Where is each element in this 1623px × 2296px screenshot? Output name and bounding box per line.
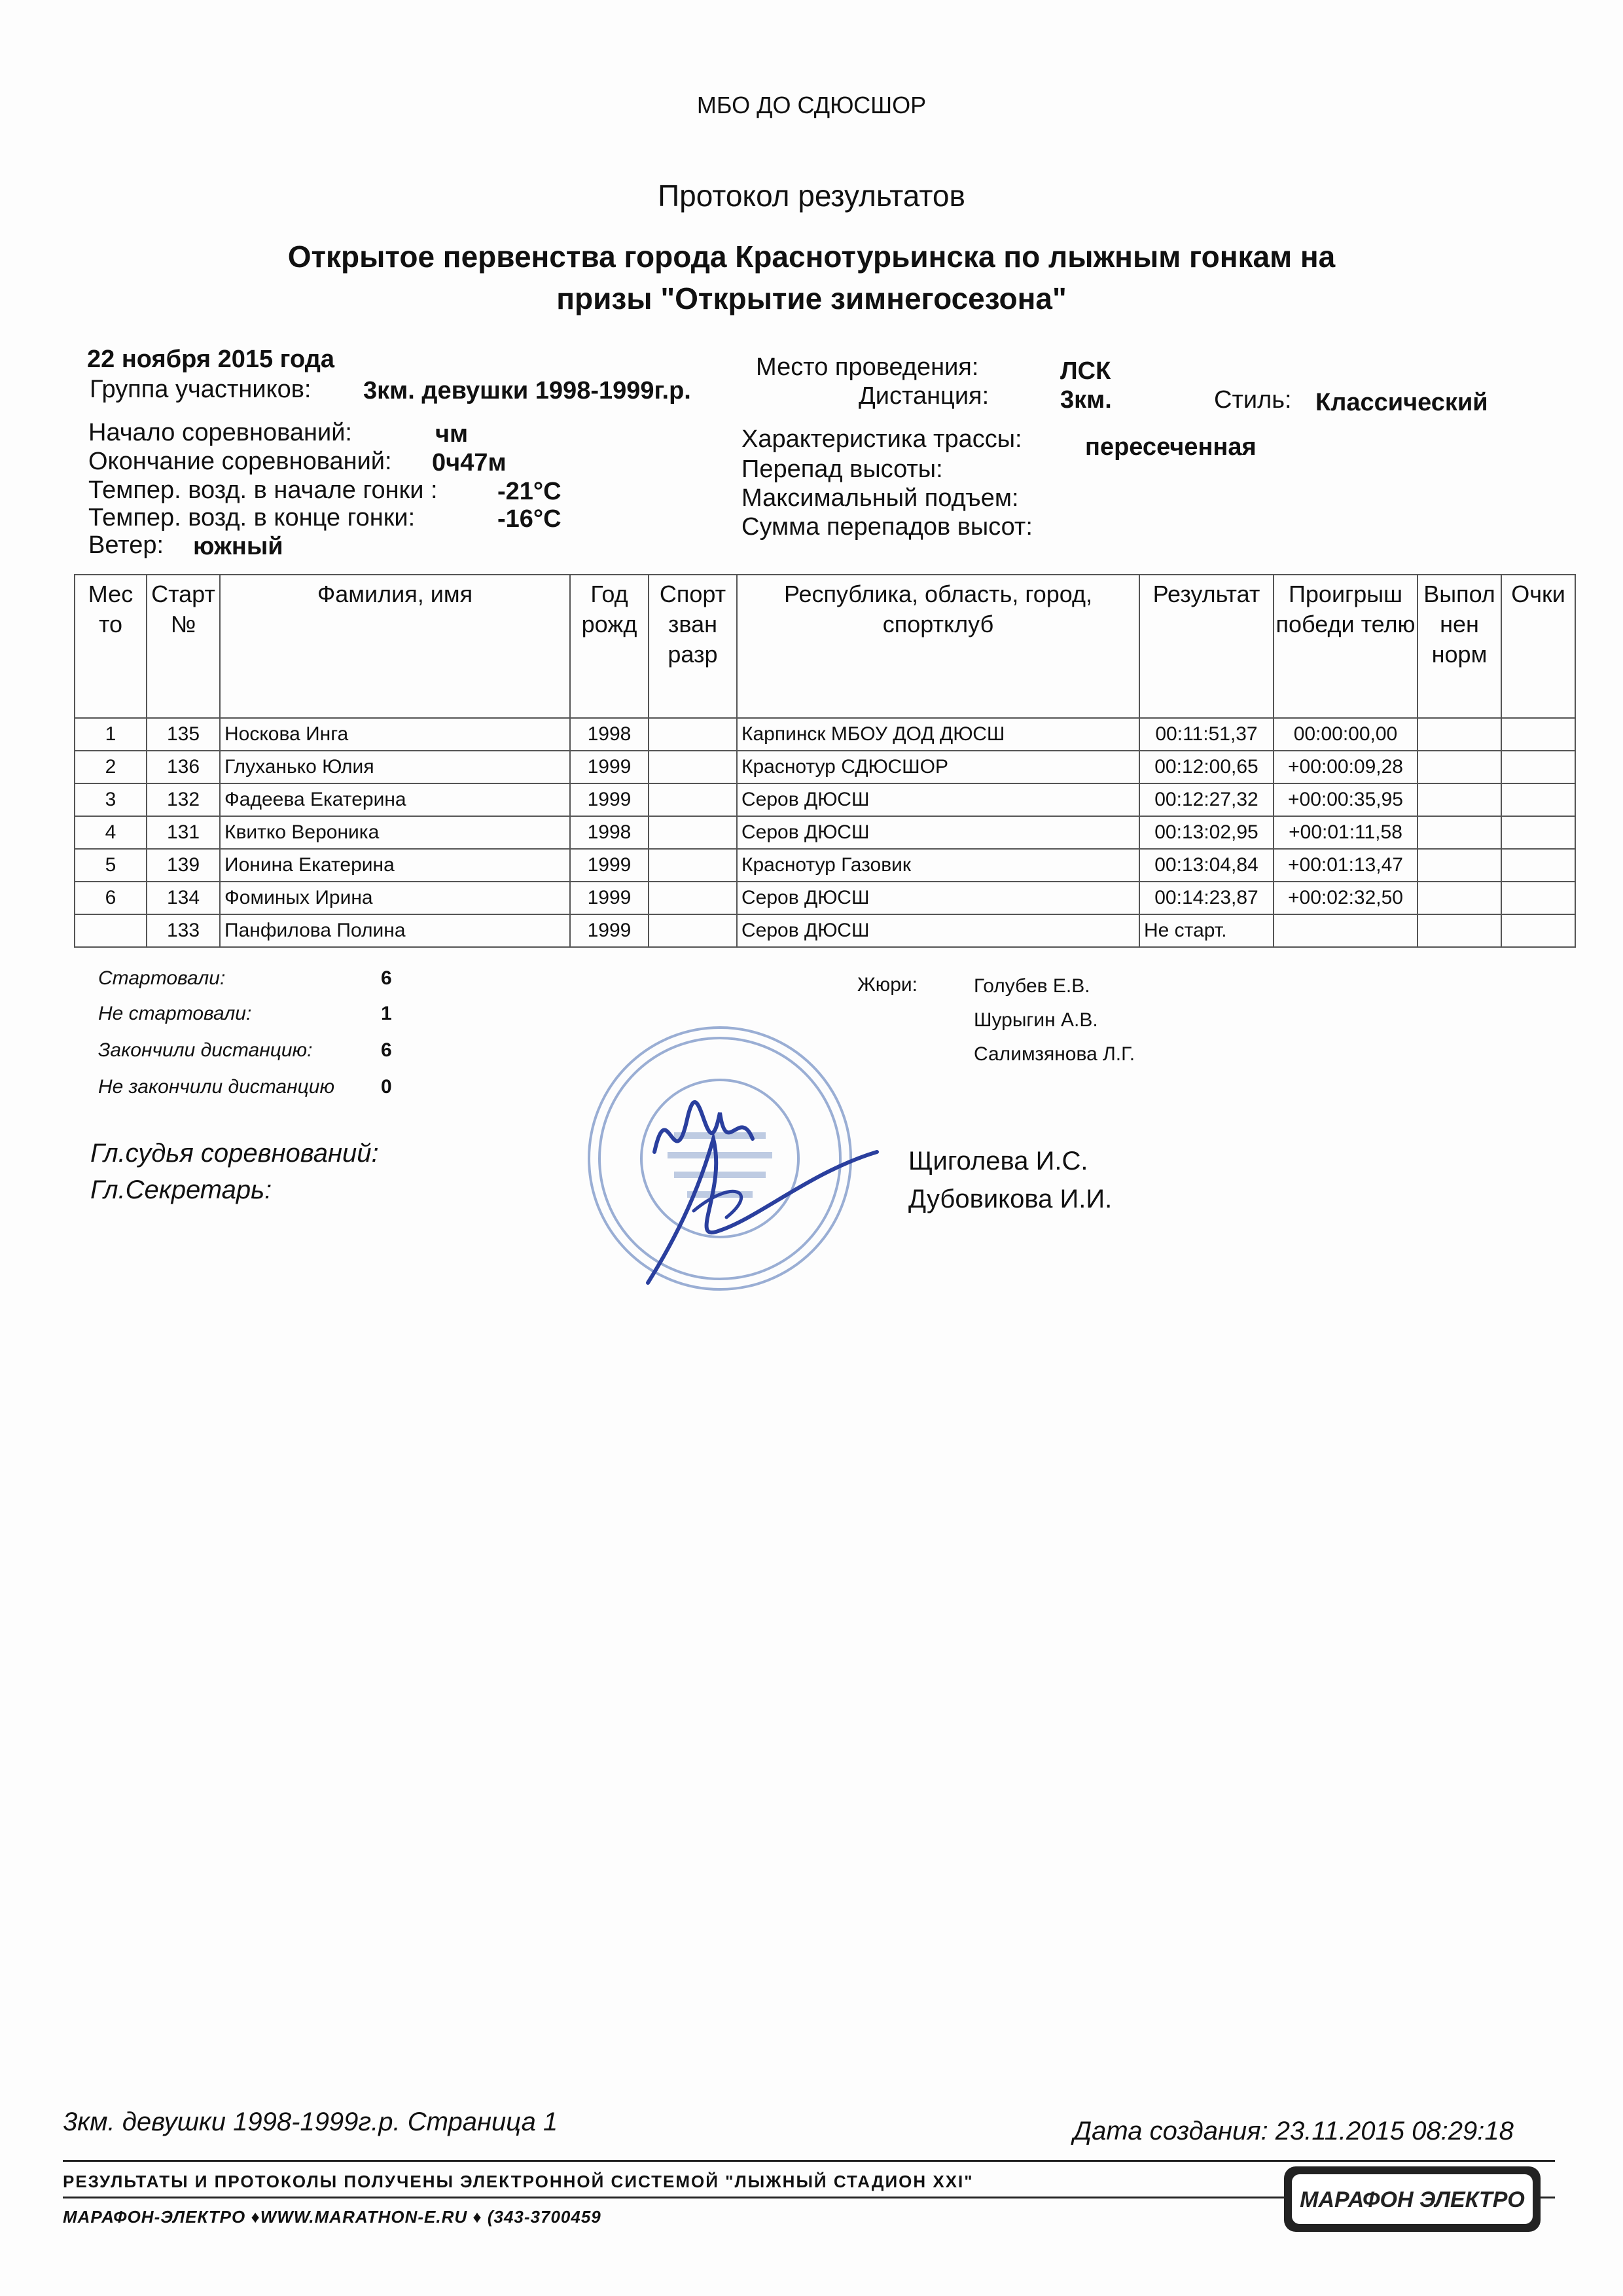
cell-year: 1999 — [570, 783, 649, 816]
event-title — [0, 236, 1623, 319]
cell-name: Глуханько Юлия — [220, 751, 570, 783]
cell-behind: +00:01:13,47 — [1274, 849, 1418, 882]
max-climb-label: Максимальный подъем: — [741, 484, 1019, 512]
cell-norm — [1418, 718, 1501, 751]
distance-label: Дистанция: — [859, 382, 990, 410]
organization-name: МБО ДО СДЮСШОР — [696, 92, 927, 118]
venue-label: Место проведения: — [756, 353, 979, 381]
cell-bib: 135 — [147, 718, 220, 751]
cell-year: 1998 — [570, 816, 649, 849]
secretary-name: Дубовикова И.И. — [908, 1185, 1113, 1213]
cell-club: Карпинск МБОУ ДОД ДЮСШ — [737, 718, 1139, 751]
cell-club: Краснотур Газовик — [737, 849, 1139, 882]
height-diff-label: Перепад высоты: — [741, 456, 943, 483]
cell-name: Фоминых Ирина — [220, 882, 570, 914]
event-title-line2: призы "Открытие зимнегосезона" — [556, 281, 1067, 315]
table-row — [75, 849, 1575, 882]
col-header-norm: Выпол нен норм — [1418, 575, 1501, 718]
stat-started-value: 6 — [381, 967, 392, 989]
cell-behind: +00:01:11,58 — [1274, 816, 1418, 849]
system-line: РЕЗУЛЬТАТЫ И ПРОТОКОЛЫ ПОЛУЧЕНЫ ЭЛЕКТРОННОЙ СИСТЕМОЙ "ЛЫЖНЫЙ СТАДИОН XXI" — [63, 2172, 974, 2191]
table-row — [75, 751, 1575, 783]
cell-behind: +00:00:35,95 — [1274, 783, 1418, 816]
cell-place — [75, 914, 147, 947]
cell-norm — [1418, 751, 1501, 783]
signature-mark — [628, 1080, 903, 1289]
temp-end-value: -16°C — [497, 505, 562, 533]
cell-rank — [649, 783, 737, 816]
temp-start-label: Темпер. возд. в начале гонки : — [88, 476, 438, 504]
cell-result: 00:13:02,95 — [1139, 816, 1274, 849]
track-label: Характеристика трассы: — [741, 425, 1022, 453]
cell-points — [1501, 718, 1575, 751]
cell-year: 1999 — [570, 914, 649, 947]
cell-points — [1501, 882, 1575, 914]
cell-norm — [1418, 849, 1501, 882]
col-header-rank: Спорт зван разр — [649, 575, 737, 718]
table-row — [75, 914, 1575, 947]
cell-name: Панфилова Полина — [220, 914, 570, 947]
page-info: 3км. девушки 1998-1999г.р. Страница 1 — [63, 2108, 558, 2136]
cell-points — [1501, 751, 1575, 783]
col-header-name: Фамилия, имя — [220, 575, 570, 718]
cell-result: 00:12:00,65 — [1139, 751, 1274, 783]
cell-bib: 133 — [147, 914, 220, 947]
cell-club: Краснотур СДЮСШОР — [737, 751, 1139, 783]
stat-not-started-label: Не стартовали: — [98, 1003, 252, 1024]
cell-year: 1999 — [570, 751, 649, 783]
cell-rank — [649, 816, 737, 849]
results-table — [74, 574, 1576, 948]
cell-norm — [1418, 816, 1501, 849]
cell-bib: 139 — [147, 849, 220, 882]
cell-bib: 131 — [147, 816, 220, 849]
protocol-title: Протокол результатов — [658, 179, 965, 213]
end-label: Окончание соревнований: — [88, 448, 392, 475]
table-row — [75, 882, 1575, 914]
col-header-bib: Старт № — [147, 575, 220, 718]
secretary-label: Гл.Секретарь: — [90, 1175, 272, 1204]
cell-year: 1999 — [570, 882, 649, 914]
cell-name: Носкова Инга — [220, 718, 570, 751]
col-header-place: Мес то — [75, 575, 147, 718]
cell-name: Фадеева Екатерина — [220, 783, 570, 816]
cell-name: Квитко Вероника — [220, 816, 570, 849]
distance-value: 3км. — [1060, 386, 1112, 414]
contact-line: МАРАФОН-ЭЛЕКТРО ♦WWW.MARATHON-E.RU ♦ (343-3700459 — [63, 2207, 601, 2227]
creation-date: Дата создания: 23.11.2015 08:29:18 — [1073, 2117, 1514, 2145]
style-label: Стиль: — [1214, 386, 1292, 414]
table-row — [75, 718, 1575, 751]
cell-result: 00:11:51,37 — [1139, 718, 1274, 751]
stat-started-label: Стартовали: — [98, 967, 226, 989]
end-value: 0ч47м — [432, 449, 507, 476]
cell-rank — [649, 882, 737, 914]
group-value: 3км. девушки 1998-1999г.р. — [363, 377, 691, 404]
chief-judge-label: Гл.судья соревнований: — [90, 1139, 379, 1168]
cell-rank — [649, 914, 737, 947]
cell-norm — [1418, 914, 1501, 947]
stat-finished-label: Закончили дистанцию: — [98, 1039, 313, 1061]
chief-judge-name: Щиголева И.С. — [908, 1147, 1088, 1175]
col-header-behind: Проигрыш победи телю — [1274, 575, 1418, 718]
cell-points — [1501, 914, 1575, 947]
wind-value: южный — [193, 533, 283, 560]
cell-points — [1501, 783, 1575, 816]
jury-label: Жюри: — [857, 974, 918, 996]
total-climb-label: Сумма перепадов высот: — [741, 513, 1033, 541]
event-title-line1: Открытое первенства города Краснотурьинска по лыжным гонкам на — [287, 240, 1336, 274]
cell-norm — [1418, 882, 1501, 914]
cell-behind — [1274, 914, 1418, 947]
cell-behind: +00:02:32,50 — [1274, 882, 1418, 914]
cell-place: 3 — [75, 783, 147, 816]
cell-rank — [649, 849, 737, 882]
cell-club: Серов ДЮСШ — [737, 816, 1139, 849]
cell-result: 00:14:23,87 — [1139, 882, 1274, 914]
cell-norm — [1418, 783, 1501, 816]
cell-result: 00:12:27,32 — [1139, 783, 1274, 816]
cell-club: Серов ДЮСШ — [737, 914, 1139, 947]
cell-bib: 134 — [147, 882, 220, 914]
cell-points — [1501, 849, 1575, 882]
cell-name: Ионина Екатерина — [220, 849, 570, 882]
group-label: Группа участников: — [90, 376, 312, 403]
cell-behind: +00:00:09,28 — [1274, 751, 1418, 783]
cell-club: Серов ДЮСШ — [737, 882, 1139, 914]
cell-year: 1999 — [570, 849, 649, 882]
stat-finished-value: 6 — [381, 1039, 392, 1061]
cell-rank — [649, 718, 737, 751]
stat-not-started-value: 1 — [381, 1003, 392, 1024]
cell-result: Не старт. — [1139, 914, 1274, 947]
table-row — [75, 783, 1575, 816]
temp-start-value: -21°C — [497, 478, 562, 505]
stat-not-finished-value: 0 — [381, 1076, 392, 1098]
col-header-club: Республика, область, город, спортклуб — [737, 575, 1139, 718]
cell-place: 1 — [75, 718, 147, 751]
cell-points — [1501, 816, 1575, 849]
table-header-row — [75, 575, 1575, 718]
cell-club: Серов ДЮСШ — [737, 783, 1139, 816]
temp-end-label: Темпер. возд. в конце гонки: — [88, 504, 416, 531]
cell-place: 2 — [75, 751, 147, 783]
stat-not-finished-label: Не закончили дистанцию — [98, 1076, 334, 1098]
cell-place: 5 — [75, 849, 147, 882]
jury-member: Голубев Е.В. — [974, 975, 1090, 997]
venue-value: ЛСК — [1060, 357, 1111, 385]
col-header-year: Год рожд — [570, 575, 649, 718]
col-header-points: Очки — [1501, 575, 1575, 718]
event-date: 22 ноября 2015 года — [87, 346, 334, 373]
cell-result: 00:13:04,84 — [1139, 849, 1274, 882]
jury-member: Салимзянова Л.Г. — [974, 1043, 1135, 1065]
cell-place: 6 — [75, 882, 147, 914]
wind-label: Ветер: — [88, 531, 164, 559]
jury-member: Шурыгин А.В. — [974, 1009, 1098, 1031]
marathon-electro-logo — [1281, 2160, 1543, 2238]
start-label: Начало соревнований: — [88, 419, 352, 446]
start-value: чм — [435, 420, 469, 448]
cell-behind: 00:00:00,00 — [1274, 718, 1418, 751]
logo-text: МАРАФОН ЭЛЕКТРО — [1300, 2187, 1525, 2212]
style-value: Классический — [1315, 389, 1488, 416]
cell-bib: 136 — [147, 751, 220, 783]
cell-place: 4 — [75, 816, 147, 849]
table-row — [75, 816, 1575, 849]
cell-rank — [649, 751, 737, 783]
track-value: пересеченная — [1085, 433, 1257, 461]
col-header-result: Результат — [1139, 575, 1274, 718]
cell-year: 1998 — [570, 718, 649, 751]
cell-bib: 132 — [147, 783, 220, 816]
